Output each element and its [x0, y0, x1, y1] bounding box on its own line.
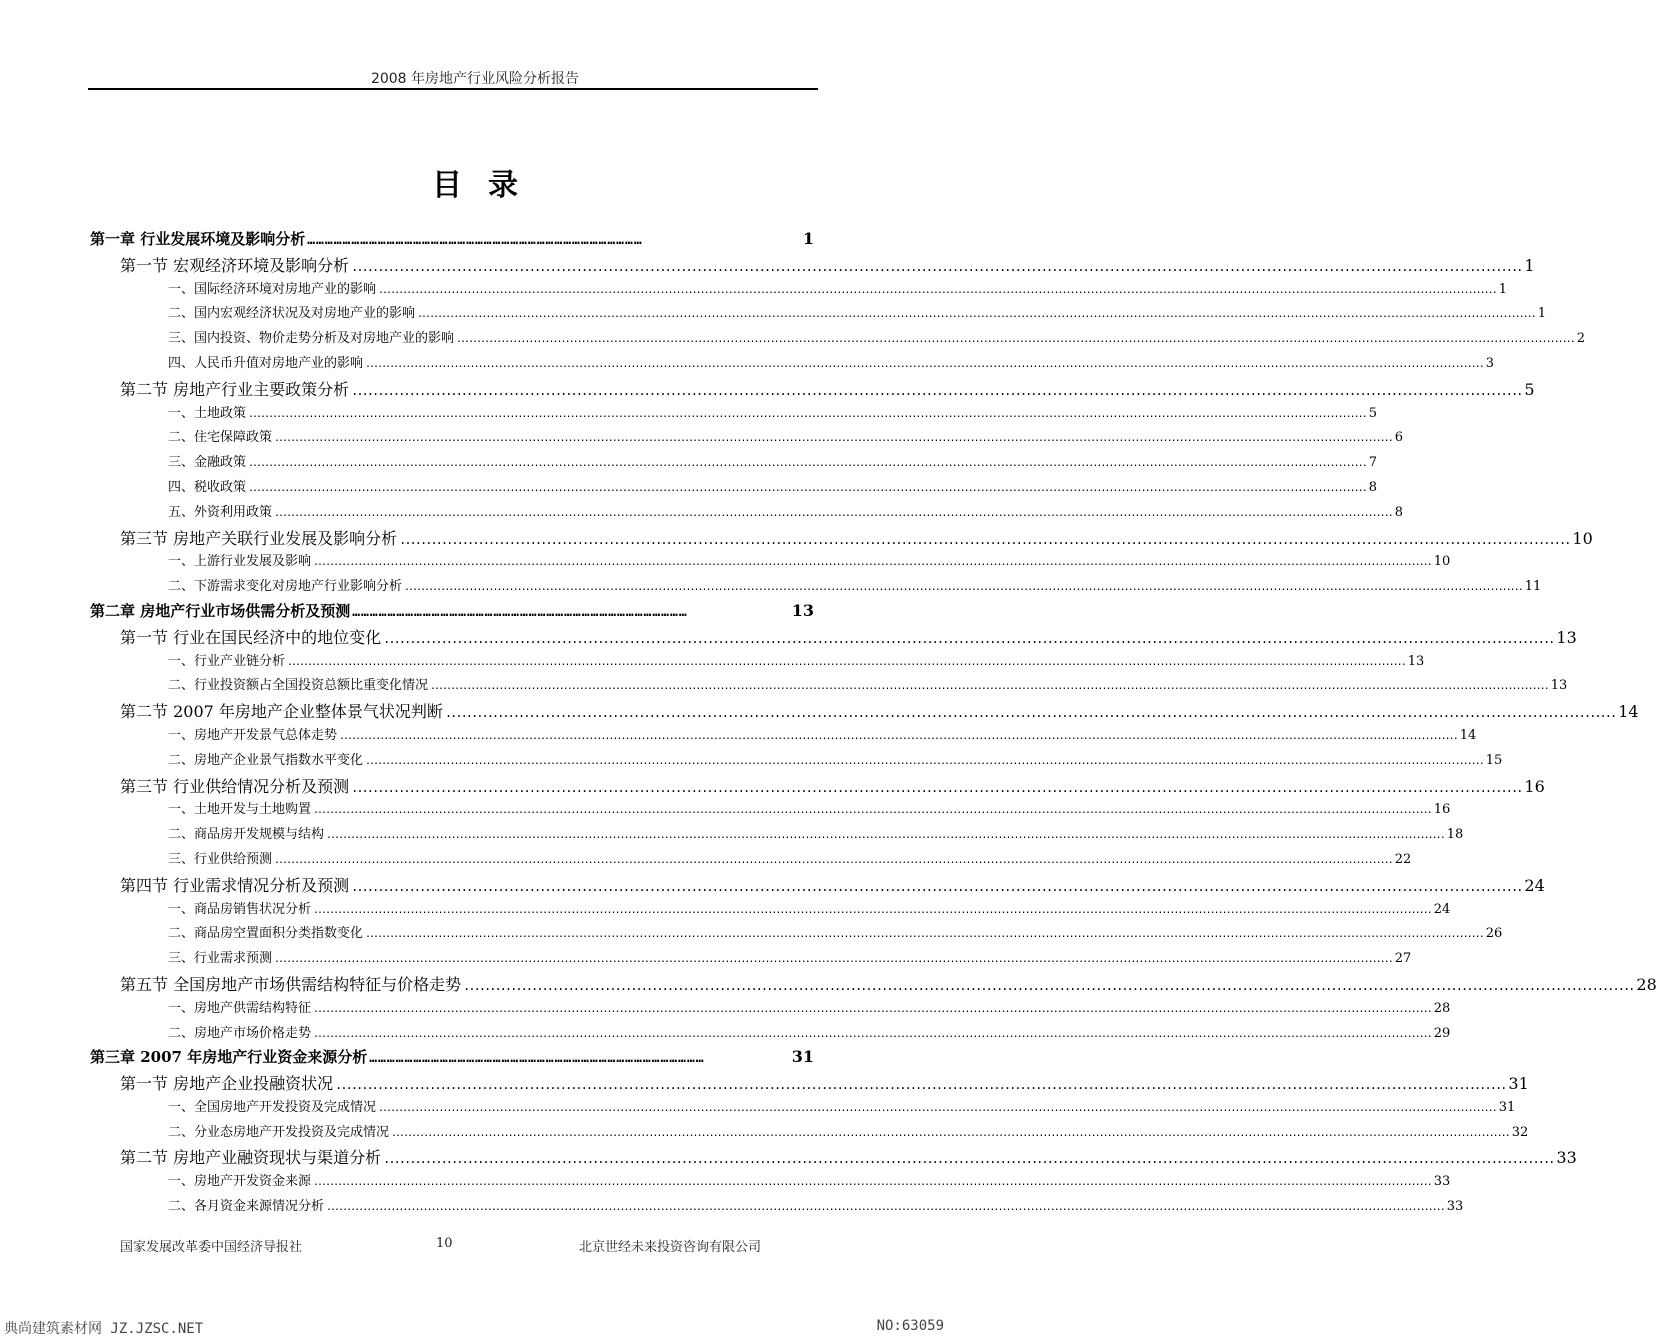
dot-leader: ...................................................................................................................................................................................................................................................................................... — [326, 1202, 1444, 1214]
toc-entry-page: 10 — [1433, 554, 1451, 570]
dot-leader: ...................................................................................................................................................................................................................................................................................... — [313, 557, 1431, 569]
toc-entry-title: 第一节 宏观经济环境及影响分析 — [120, 255, 350, 275]
toc-entry-sub[interactable] — [90, 922, 1503, 947]
toc-entry-page: 6 — [1394, 430, 1403, 446]
dot-leader: ................................................................................................................................................................................................................................ — [351, 383, 1522, 398]
toc-entry-title: 一、土地政策 — [168, 405, 247, 421]
dot-leader: ...................................................................................................................................................................................................................................................................................... — [339, 730, 1457, 742]
toc-entry-chapter[interactable] — [90, 600, 814, 625]
dot-leader: ................................................................................................................................................................................................................................ — [383, 1152, 1554, 1167]
toc-entry-title: 二、各月资金来源情况分析 — [168, 1199, 325, 1215]
dot-leader: ...................................................................................................................................................................................................................................................................................... — [313, 1028, 1431, 1040]
toc-entry-title: 第二章 房地产行业市场供需分析及预测 — [90, 601, 351, 620]
footer-publisher: 国家发展改革委中国经济导报社 — [120, 1240, 303, 1255]
toc-entry-sub[interactable] — [90, 674, 1568, 699]
toc-entry-title: 第五节 全国房地产市场供需结构特征与价格走势 — [120, 974, 462, 994]
dot-leader: …………………………………………………………………………………………………… — [307, 233, 643, 248]
toc-entry-section[interactable] — [90, 972, 1657, 997]
toc-entry-section[interactable] — [90, 377, 1535, 402]
dot-leader: ...................................................................................................................................................................................................................................................................................... — [248, 458, 1366, 470]
dot-leader: …………………………………………………………………………………………………… — [369, 1051, 705, 1067]
dot-leader: ................................................................................................................................................................................................................................ — [351, 780, 1522, 795]
toc-entry-page: 13 — [791, 600, 814, 620]
toc-entry-section[interactable] — [90, 774, 1545, 799]
toc-entry-sub[interactable] — [90, 476, 1377, 501]
footer-company: 北京世经未来投资咨询有限公司 — [579, 1240, 762, 1255]
dot-leader: ................................................................................................................................................................................................................................ — [444, 706, 1616, 721]
toc-entry-sub[interactable] — [90, 749, 1503, 774]
dot-leader: ...................................................................................................................................................................................................................................................................................... — [287, 656, 1405, 668]
toc-entry-page: 13 — [1556, 627, 1577, 647]
toc-entry-page: 10 — [1572, 528, 1593, 548]
dot-leader: ...................................................................................................................................................................................................................................................................................... — [430, 681, 1548, 693]
toc-entry-page: 1 — [1524, 255, 1535, 275]
toc-entry-section[interactable] — [90, 873, 1545, 898]
dot-leader: ...................................................................................................................................................................................................................................................................................... — [378, 1102, 1496, 1114]
toc-entry-title: 第三章 2007 年房地产行业资金来源分析 — [90, 1048, 368, 1067]
toc-entry-title: 三、行业供给预测 — [168, 851, 273, 867]
toc-entry-title: 二、房地产企业景气指数水平变化 — [168, 752, 364, 768]
toc-entry-title: 三、金融政策 — [168, 455, 247, 471]
dot-leader: ...................................................................................................................................................................................................................................................................................... — [313, 1177, 1431, 1189]
dot-leader: ...................................................................................................................................................................................................................................................................................... — [417, 309, 1535, 321]
dot-leader: ................................................................................................................................................................................................................................ — [399, 532, 1570, 547]
toc-entry-sub[interactable] — [90, 426, 1403, 451]
toc-entry-sub[interactable] — [90, 848, 1412, 873]
toc-entry-sub[interactable] — [90, 1121, 1529, 1146]
toc-entry-title: 四、税收政策 — [168, 479, 247, 495]
toc-entry-title: 三、国内投资、物价走势分析及对房地产业的影响 — [168, 331, 455, 347]
toc-entry-title: 二、住宅保障政策 — [168, 430, 273, 446]
toc-heading: 目录 — [432, 168, 544, 203]
toc-entry-sub[interactable] — [90, 1096, 1516, 1121]
toc-entry-page: 8 — [1368, 479, 1377, 495]
toc-entry-page: 31 — [1508, 1074, 1529, 1094]
watermark-site: 典尚建筑素材网 JZ.JZSC.NET — [4, 1321, 204, 1337]
toc-entry-sub[interactable] — [90, 501, 1403, 526]
page-number: 10 — [436, 1236, 453, 1251]
toc-entry-page: 13 — [1550, 678, 1568, 694]
toc-entry-sub[interactable] — [90, 798, 1451, 823]
toc-entry-title: 二、房地产市场价格走势 — [168, 1025, 312, 1041]
toc-entry-page: 15 — [1485, 752, 1503, 768]
dot-leader: ...................................................................................................................................................................................................................................................................................... — [274, 433, 1392, 445]
toc-entry-page: 8 — [1394, 504, 1403, 520]
toc-entry-title: 第一节 房地产企业投融资状况 — [120, 1074, 334, 1094]
toc-entry-page: 5 — [1524, 379, 1535, 399]
toc-entry-page: 2 — [1576, 331, 1585, 347]
dot-leader: ...................................................................................................................................................................................................................................................................................... — [313, 904, 1431, 916]
toc-entry-sub[interactable] — [90, 278, 1507, 303]
toc-entry-title: 三、行业需求预测 — [168, 951, 273, 967]
dot-leader: ...................................................................................................................................................................................................................................................................................... — [313, 805, 1431, 817]
dot-leader: ...................................................................................................................................................................................................................................................................................... — [365, 929, 1483, 941]
toc-entry-section[interactable] — [90, 253, 1535, 278]
toc-entry-page: 14 — [1618, 702, 1639, 722]
toc-entry-page: 16 — [1433, 802, 1451, 818]
dot-leader: ...................................................................................................................................................................................................................................................................................... — [365, 755, 1483, 767]
dot-leader: ...................................................................................................................................................................................................................................................................................... — [391, 1127, 1509, 1139]
toc-entry-section[interactable] — [90, 1071, 1529, 1096]
toc-entry-sub[interactable] — [90, 1022, 1451, 1047]
toc-entry-page: 33 — [1556, 1148, 1577, 1168]
toc-entry-title: 二、行业投资额占全国投资总额比重变化情况 — [168, 678, 429, 694]
toc-entry-page: 3 — [1485, 355, 1494, 371]
toc-entry-title: 二、商品房开发规模与结构 — [168, 827, 325, 843]
watermark-number: NO:63059 — [876, 1318, 944, 1334]
toc-entry-sub[interactable] — [90, 823, 1464, 848]
toc-entry-page: 7 — [1368, 455, 1377, 471]
toc-entry-page: 16 — [1524, 776, 1545, 796]
toc-entry-sub[interactable] — [90, 327, 1585, 352]
toc-entry-title: 二、分业态房地产开发投资及完成情况 — [168, 1124, 390, 1140]
toc-entry-page: 13 — [1407, 653, 1425, 669]
dot-leader: ................................................................................................................................................................................................................................ — [463, 978, 1634, 993]
toc-entry-sub[interactable] — [90, 550, 1451, 575]
toc-entry-sub[interactable] — [90, 947, 1412, 972]
dot-leader: …………………………………………………………………………………………………… — [352, 604, 688, 620]
toc-entry-page: 1 — [802, 229, 814, 248]
dot-leader: ................................................................................................................................................................................................................................ — [351, 259, 1522, 274]
dot-leader: ................................................................................................................................................................................................................................ — [351, 879, 1522, 894]
toc-entry-section[interactable] — [90, 1145, 1577, 1170]
toc-entry-title: 第三节 房地产关联行业发展及影响分析 — [120, 528, 398, 548]
toc-entry-page: 1 — [1537, 306, 1546, 322]
dot-leader: ...................................................................................................................................................................................................................................................................................... — [274, 954, 1392, 966]
toc-entry-title: 第四节 行业需求情况分析及预测 — [120, 875, 350, 895]
toc-entry-title: 四、人民币升值对房地产业的影响 — [168, 355, 364, 371]
toc-entry-section[interactable] — [90, 526, 1593, 551]
toc-entry-title: 第一节 行业在国民经济中的地位变化 — [120, 627, 382, 647]
toc-entry-page: 18 — [1446, 827, 1464, 843]
dot-leader: ...................................................................................................................................................................................................................................................................................... — [456, 334, 1574, 346]
toc-entry-page: 26 — [1485, 926, 1503, 942]
dot-leader: ...................................................................................................................................................................................................................................................................................... — [248, 408, 1366, 420]
toc-entry-title: 第二节 2007 年房地产企业整体景气状况判断 — [120, 702, 443, 722]
toc-entry-title: 一、房地产供需结构特征 — [168, 1000, 312, 1016]
toc-entry-page: 27 — [1394, 951, 1412, 967]
toc-entry-page: 14 — [1459, 727, 1477, 743]
dot-leader: ...................................................................................................................................................................................................................................................................................... — [248, 482, 1366, 494]
toc-entry-title: 二、国内宏观经济状况及对房地产业的影响 — [168, 306, 416, 322]
toc-entry-sub[interactable] — [90, 650, 1425, 675]
toc-entry-page: 22 — [1394, 851, 1412, 867]
page-footer — [0, 1236, 950, 1256]
dot-leader: ................................................................................................................................................................................................................................ — [383, 631, 1554, 646]
dot-leader: ...................................................................................................................................................................................................................................................................................... — [313, 1003, 1431, 1015]
toc-entry-sub[interactable] — [90, 724, 1477, 749]
toc-entry-page: 24 — [1524, 875, 1545, 895]
toc-entry-chapter[interactable] — [90, 1046, 814, 1071]
toc-entry-section[interactable] — [90, 699, 1639, 724]
toc-entry-page: 28 — [1433, 1000, 1451, 1016]
toc-entry-page: 33 — [1433, 1174, 1451, 1190]
toc-entry-page: 33 — [1446, 1199, 1464, 1215]
toc-entry-page: 24 — [1433, 901, 1451, 917]
dot-leader: ...................................................................................................................................................................................................................................................................................... — [378, 284, 1496, 296]
toc-entry-title: 一、行业产业链分析 — [168, 653, 286, 669]
toc-entry-title: 第二节 房地产业融资现状与渠道分析 — [120, 1148, 382, 1168]
toc-entry-title: 一、上游行业发展及影响 — [168, 554, 312, 570]
toc-entry-page: 31 — [791, 1047, 814, 1067]
toc-entry-page: 5 — [1368, 405, 1377, 421]
toc-entry-sub[interactable] — [90, 1195, 1464, 1220]
toc-entry-page: 29 — [1433, 1025, 1451, 1041]
toc-entry-title: 第三节 行业供给情况分析及预测 — [120, 776, 350, 796]
toc-entry-title: 一、全国房地产开发投资及完成情况 — [168, 1099, 377, 1115]
toc-entry-sub[interactable] — [90, 575, 1542, 600]
table-of-contents — [90, 228, 1657, 1220]
toc-entry-title: 一、房地产开发资金来源 — [168, 1174, 312, 1190]
toc-entry-page: 1 — [1498, 281, 1507, 297]
toc-entry-page: 11 — [1524, 579, 1542, 595]
toc-entry-title: 二、下游需求变化对房地产行业影响分析 — [168, 579, 403, 595]
dot-leader: ...................................................................................................................................................................................................................................................................................... — [274, 507, 1392, 519]
toc-entry-section[interactable] — [90, 625, 1577, 650]
toc-entry-title: 二、商品房空置面积分类指数变化 — [168, 926, 364, 942]
toc-entry-title: 一、商品房销售状况分析 — [168, 901, 312, 917]
dot-leader: ................................................................................................................................................................................................................................ — [335, 1078, 1506, 1093]
dot-leader: ...................................................................................................................................................................................................................................................................................... — [404, 582, 1522, 594]
toc-entry-title: 一、国际经济环境对房地产业的影响 — [168, 281, 377, 297]
toc-entry-title: 第二节 房地产行业主要政策分析 — [120, 379, 350, 399]
toc-entry-sub[interactable] — [90, 352, 1494, 377]
header-rule — [88, 88, 818, 90]
toc-entry-sub[interactable] — [90, 997, 1451, 1022]
toc-entry-page: 28 — [1636, 974, 1657, 994]
toc-entry-page: 32 — [1511, 1124, 1529, 1140]
toc-entry-title: 第一章 行业发展环境及影响分析 — [90, 230, 306, 248]
dot-leader: ...................................................................................................................................................................................................................................................................................... — [274, 854, 1392, 866]
toc-entry-sub[interactable] — [90, 451, 1377, 476]
toc-entry-sub[interactable] — [90, 898, 1451, 923]
toc-entry-title: 五、外资利用政策 — [168, 504, 273, 520]
toc-entry-page: 31 — [1498, 1099, 1516, 1115]
toc-entry-title: 一、土地开发与土地购置 — [168, 802, 312, 818]
running-header-title: 2008 年房地产行业风险分析报告 — [370, 71, 580, 87]
toc-entry-title: 一、房地产开发景气总体走势 — [168, 727, 338, 743]
toc-entry-sub[interactable] — [90, 302, 1546, 327]
toc-entry-chapter[interactable] — [90, 228, 814, 253]
dot-leader: ...................................................................................................................................................................................................................................................................................... — [326, 830, 1444, 842]
dot-leader: ...................................................................................................................................................................................................................................................................................... — [365, 358, 1483, 370]
toc-entry-sub[interactable] — [90, 402, 1377, 427]
toc-entry-sub[interactable] — [90, 1170, 1451, 1195]
